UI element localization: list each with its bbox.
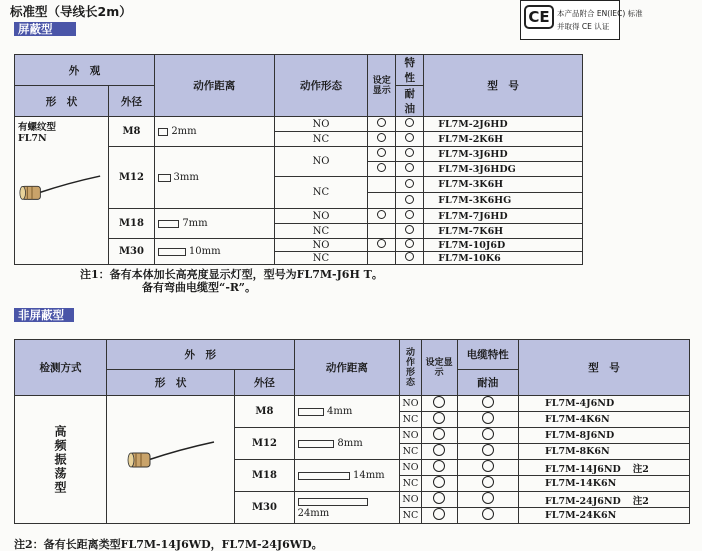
distance-cell [154, 209, 274, 239]
indicator-circle-icon [433, 460, 445, 472]
distance-bar [158, 220, 179, 228]
model-cell: FL7M-2K6H [424, 132, 583, 147]
oil-circle-icon [405, 133, 414, 142]
indicator-cell-2 [421, 444, 457, 460]
distance-value: 14mm [352, 470, 385, 481]
sensor-image-icon [126, 437, 216, 479]
mode-cell: NC [274, 252, 368, 265]
indicator-circle-icon [377, 239, 386, 248]
diameter-cell: M30 [108, 239, 154, 265]
oil-circle-icon [405, 252, 414, 261]
model-cell-2 [519, 396, 690, 412]
model-text: FL7M-8K6N [545, 446, 610, 457]
diameter-cell: M18 [108, 209, 154, 239]
h-indicator: 设定显示 [368, 55, 396, 117]
distance-value: 4mm [326, 406, 353, 417]
mode-cell-2: NC [400, 508, 421, 524]
h-mode: 动作形态 [274, 55, 368, 117]
model-text: FL7M-14J6ND [545, 463, 621, 475]
oil-cell-2 [457, 492, 519, 508]
h-shape-2: 形 状 [107, 370, 235, 396]
diameter-cell: M12 [108, 147, 154, 209]
distance-bar [158, 248, 186, 256]
shape-label: 有螺纹型 [18, 122, 57, 133]
distance-cell-2 [294, 492, 400, 524]
distance-bar [298, 408, 324, 416]
shape-cell [15, 117, 109, 265]
distance-bar [158, 128, 168, 136]
oil-cell-2 [457, 412, 519, 428]
mode-cell: NC [274, 224, 368, 239]
ce-text-line-2: 并取得 CE 认证 [557, 22, 610, 31]
mode-cell-2: NO [400, 492, 421, 508]
oil-circle-icon [405, 179, 414, 188]
oil-circle-icon [482, 508, 494, 520]
h-model-2: 型 号 [519, 340, 690, 396]
indicator-cell [368, 224, 396, 239]
indicator-cell [368, 177, 396, 193]
oil-cell [396, 177, 424, 193]
mode-cell-2: NO [400, 428, 421, 444]
method-cell [15, 396, 107, 524]
model-cell: FL7M-7K6H [424, 224, 583, 239]
mode-cell: NC [274, 132, 368, 147]
unshielded-table [14, 339, 690, 524]
model-cell-2 [519, 508, 690, 524]
model-text: FL7M-8J6ND [545, 430, 615, 441]
mode-cell-2: NO [400, 460, 421, 476]
indicator-cell [368, 193, 396, 209]
indicator-cell-2 [421, 492, 457, 508]
unshielded-row [15, 396, 690, 412]
distance-value: 24mm [297, 507, 330, 519]
diameter-cell-2: M8 [235, 396, 294, 428]
indicator-cell-2 [421, 508, 457, 524]
distance-value: 8mm [337, 438, 363, 449]
oil-cell-2 [457, 428, 519, 444]
indicator-circle-icon [433, 444, 445, 456]
sensor-image [18, 172, 105, 213]
distance-cell-2 [294, 428, 400, 460]
oil-circle-icon [405, 195, 414, 204]
diameter-cell-2: M12 [235, 428, 294, 460]
oil-cell [396, 209, 424, 224]
h-oil: 耐油 [396, 86, 424, 117]
shielded-body [15, 117, 583, 265]
h-method: 检测方式 [15, 340, 107, 396]
distance-value: 7mm [182, 218, 208, 229]
h-shape: 形 状 [15, 86, 109, 117]
indicator-circle-icon [433, 428, 445, 440]
indicator-cell [368, 252, 396, 265]
h-feature: 特性 [396, 55, 424, 86]
h-distance: 动作距离 [154, 55, 274, 117]
shielded-notes [80, 268, 383, 294]
note-1b: 备有弯曲电缆型“-R”。 [142, 281, 256, 294]
mode-cell: NO [274, 239, 368, 252]
indicator-cell-2 [421, 396, 457, 412]
oil-circle-icon [405, 163, 414, 172]
mode-cell-2: NC [400, 444, 421, 460]
oil-circle-icon [482, 396, 494, 408]
h-distance-2: 动作距离 [294, 340, 400, 396]
method-label: 高频振荡型 [53, 424, 67, 495]
h-diameter-2: 外径 [235, 370, 294, 396]
indicator-cell [368, 117, 396, 132]
note-2: 注2：备有长距离类型FL7M-14J6WD，FL7M-24J6WD。 [14, 538, 323, 551]
model-note: 注2 [632, 495, 649, 507]
unshielded-body [15, 396, 690, 524]
distance-cell [154, 117, 274, 147]
mode-cell: NO [274, 209, 368, 224]
indicator-circle-icon [433, 412, 445, 424]
indicator-cell [368, 239, 396, 252]
indicator-circle-icon [433, 492, 445, 504]
ce-certification-box [520, 0, 643, 40]
model-cell-2 [519, 476, 690, 492]
h-model: 型 号 [424, 55, 583, 117]
oil-circle-icon [482, 460, 494, 472]
ce-text-line-1: 本产品附合 EN(IEC) 标准 [557, 9, 643, 18]
oil-cell-2 [457, 444, 519, 460]
oil-circle-icon [405, 210, 414, 219]
oil-cell [396, 239, 424, 252]
oil-circle-icon [405, 118, 414, 127]
h-feature-2: 电缆特性 [457, 340, 519, 370]
h-diameter: 外径 [108, 86, 154, 117]
oil-circle-icon [482, 428, 494, 440]
indicator-cell-2 [421, 460, 457, 476]
model-text: FL7M-4K6N [545, 414, 610, 425]
model-text: FL7M-14K6N [545, 478, 617, 489]
mode-cell: NO [274, 147, 368, 177]
model-cell: FL7M-2J6HD [424, 117, 583, 132]
distance-value: 2mm [171, 126, 197, 137]
mode-cell-2: NC [400, 412, 421, 428]
h-oil-2: 耐油 [457, 370, 519, 396]
distance-bar [298, 440, 335, 448]
model-cell: FL7M-3J6HDG [424, 162, 583, 177]
indicator-cell [368, 147, 396, 162]
indicator-cell-2 [421, 412, 457, 428]
oil-cell [396, 193, 424, 209]
diameter-cell-2: M30 [235, 492, 294, 524]
model-cell: FL7M-10K6 [424, 252, 583, 265]
oil-cell [396, 117, 424, 132]
diameter-cell-2: M18 [235, 460, 294, 492]
oil-cell [396, 132, 424, 147]
oil-circle-icon [405, 148, 414, 157]
model-note: 注2 [632, 463, 649, 475]
model-cell: FL7M-3K6HG [424, 193, 583, 209]
oil-cell-2 [457, 396, 519, 412]
indicator-cell [368, 162, 396, 177]
indicator-cell [368, 132, 396, 147]
shape-label-model: FL7N [18, 133, 47, 144]
distance-cell-2 [294, 460, 400, 492]
model-cell: FL7M-3J6HD [424, 147, 583, 162]
model-text: FL7M-24J6ND [545, 495, 621, 507]
oil-circle-icon [482, 492, 494, 504]
h-appearance-2: 外 形 [107, 340, 295, 370]
model-cell-2 [519, 412, 690, 428]
oil-cell [396, 252, 424, 265]
model-cell: FL7M-7J6HD [424, 209, 583, 224]
indicator-cell [368, 209, 396, 224]
indicator-circle-icon [377, 148, 386, 157]
oil-cell [396, 224, 424, 239]
oil-circle-icon [405, 225, 414, 234]
diameter-cell: M8 [108, 117, 154, 147]
page-title: 标准型（导线长2m） [10, 4, 132, 19]
shielded-table [14, 54, 583, 265]
model-cell-2 [519, 460, 690, 476]
indicator-circle-icon [433, 476, 445, 488]
mode-cell: NC [274, 177, 368, 209]
ce-text [557, 7, 643, 33]
shielded-row [15, 117, 583, 132]
model-text: FL7M-4J6ND [545, 398, 615, 409]
oil-circle-icon [482, 412, 494, 424]
oil-cell [396, 162, 424, 177]
distance-bar [298, 472, 350, 480]
model-cell-2 [519, 428, 690, 444]
h-indicator-2: 设定显示 [421, 340, 457, 396]
distance-cell [154, 147, 274, 209]
indicator-cell-2 [421, 476, 457, 492]
mode-cell-2: NC [400, 476, 421, 492]
indicator-circle-icon [433, 508, 445, 520]
model-cell: FL7M-10J6D [424, 239, 583, 252]
oil-circle-icon [482, 444, 494, 456]
distance-value: 10mm [188, 246, 221, 257]
note-1: 注1：备有本体加长高亮度显示灯型，型号为FL7M-J6H T。 [80, 268, 383, 281]
oil-cell-2 [457, 460, 519, 476]
indicator-circle-icon [377, 133, 386, 142]
indicator-circle-icon [377, 210, 386, 219]
distance-bar [298, 498, 368, 506]
shape-cell-2 [107, 396, 235, 524]
ce-mark-icon: CE [524, 5, 554, 29]
oil-circle-icon [482, 476, 494, 488]
model-cell-2 [519, 492, 690, 508]
mode-cell: NO [274, 117, 368, 132]
indicator-circle-icon [377, 163, 386, 172]
distance-bar [158, 174, 171, 182]
oil-cell [396, 147, 424, 162]
oil-cell-2 [457, 476, 519, 492]
oil-cell-2 [457, 508, 519, 524]
section-unshielded: 非屏蔽型 [14, 308, 74, 322]
indicator-cell-2 [421, 428, 457, 444]
distance-value: 3mm [173, 172, 199, 183]
model-cell-2 [519, 444, 690, 460]
distance-cell-2 [294, 396, 400, 428]
indicator-circle-icon [377, 118, 386, 127]
h-mode-2: 动作形态 [400, 340, 421, 396]
sensor-image-icon [18, 172, 102, 210]
section-shielded: 屏蔽型 [14, 22, 76, 36]
indicator-circle-icon [433, 396, 445, 408]
distance-cell [154, 239, 274, 265]
model-cell: FL7M-3K6H [424, 177, 583, 193]
h-appearance: 外 观 [15, 55, 155, 86]
mode-cell-2: NO [400, 396, 421, 412]
model-text: FL7M-24K6N [545, 510, 617, 521]
oil-circle-icon [405, 239, 414, 248]
